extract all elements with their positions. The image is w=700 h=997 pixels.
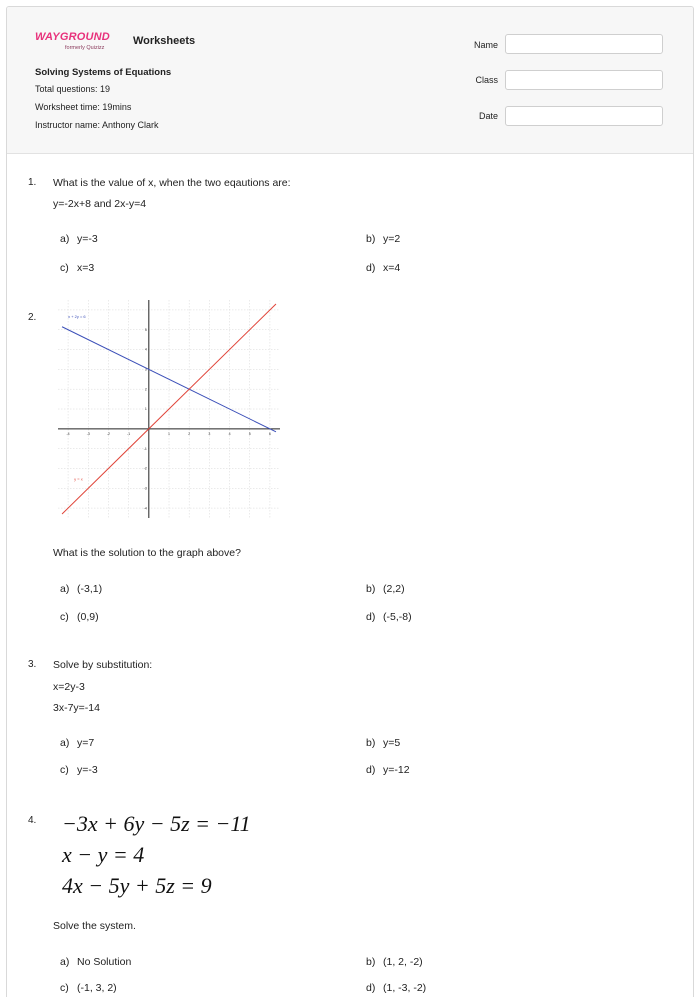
option-text: (2,2)	[383, 583, 405, 595]
x-tick-label: 2	[188, 431, 191, 436]
wayground-logo	[35, 31, 127, 57]
option-text: x=3	[77, 262, 95, 274]
option-text: No Solution	[77, 956, 132, 968]
product-name: Worksheets	[133, 35, 196, 47]
option-text: y=-3	[77, 764, 98, 776]
equation: 4x − 5y + 5z = 9	[62, 873, 212, 898]
option-text: y=-3	[77, 233, 98, 245]
option-text: (1, -3, -2)	[383, 982, 427, 994]
y-tick-label: 2	[144, 387, 147, 392]
name-label: Name	[473, 40, 498, 50]
option-label: c)	[60, 262, 69, 274]
question-text: y=-2x+8 and 2x-y=4	[53, 198, 147, 210]
x-tick-label: 1	[168, 431, 170, 436]
option-c[interactable]	[60, 982, 117, 994]
option-text: (0,9)	[77, 611, 99, 623]
option-label: b)	[366, 233, 376, 245]
question-number: 4.	[28, 815, 37, 826]
x-tick-label: 4	[228, 431, 231, 436]
worksheet-header	[7, 7, 693, 154]
x-tick-label: -2	[106, 431, 111, 436]
option-label: a)	[60, 737, 70, 749]
option-label: b)	[366, 583, 376, 595]
y-tick-label: -4	[143, 506, 147, 511]
option-label: b)	[366, 956, 376, 968]
name-field[interactable]	[505, 34, 663, 54]
option-b[interactable]	[366, 737, 400, 749]
question-number: 2.	[28, 312, 37, 323]
date-label: Date	[478, 111, 498, 121]
graph-tick-labels	[67, 328, 271, 510]
question-text: What is the value of x, when the two eqautions are:	[53, 177, 291, 189]
option-text: (-3,1)	[77, 583, 103, 595]
option-label: c)	[60, 764, 69, 776]
option-d[interactable]	[366, 262, 400, 274]
option-b[interactable]	[366, 583, 405, 595]
x-tick-label: -1	[127, 431, 131, 436]
option-d[interactable]	[366, 611, 412, 623]
equation: −3x + 6y − 5z = −11	[62, 811, 251, 836]
option-text: (-5,-8)	[383, 611, 412, 623]
worksheet-title: Solving Systems of Equations	[35, 67, 172, 78]
option-label: d)	[366, 764, 376, 776]
date-field[interactable]	[505, 106, 663, 126]
option-label: d)	[366, 982, 376, 994]
option-label: d)	[366, 262, 376, 274]
question-text: Solve by substitution:	[53, 659, 153, 671]
linear-system-graph	[53, 296, 285, 522]
question-number: 1.	[28, 177, 37, 188]
option-d[interactable]	[366, 982, 426, 994]
x-tick-label: 5	[248, 431, 251, 436]
y-tick-label: -2	[143, 466, 147, 471]
option-b[interactable]	[366, 956, 423, 968]
y-tick-label: 4	[144, 347, 147, 352]
worksheet-time: Worksheet time: 19mins	[35, 102, 132, 112]
x-tick-label: -4	[66, 431, 70, 436]
y-tick-label: 3	[144, 367, 147, 372]
option-text: y=-12	[383, 764, 410, 776]
x-tick-label: -3	[86, 431, 90, 436]
option-text: (-1, 3, 2)	[77, 982, 117, 994]
logo-text: WAYGROUND	[35, 31, 110, 43]
y-tick-label: 1	[144, 407, 147, 412]
option-a[interactable]	[60, 737, 94, 749]
option-label: a)	[60, 956, 70, 968]
option-c[interactable]	[60, 764, 98, 776]
option-label: a)	[60, 583, 70, 595]
class-label: Class	[475, 75, 498, 85]
question-text: x=2y-3	[53, 681, 85, 693]
graph-line-red-label: y = x	[74, 476, 83, 482]
instructor-name: Instructor name: Anthony Clark	[35, 120, 159, 130]
option-d[interactable]	[366, 764, 410, 776]
option-text: (1, 2, -2)	[383, 956, 423, 968]
question-text: 3x-7y=-14	[53, 702, 100, 714]
class-field[interactable]	[505, 70, 663, 90]
option-a[interactable]	[60, 583, 102, 595]
y-tick-label: -1	[143, 446, 147, 451]
option-text: x=4	[383, 262, 401, 274]
option-text: y=2	[383, 233, 401, 245]
option-label: b)	[366, 737, 376, 749]
question-text: Solve the system.	[53, 920, 136, 932]
total-questions: Total questions: 19	[35, 84, 111, 94]
question-number: 3.	[28, 659, 37, 670]
y-tick-label: -3	[143, 486, 147, 491]
option-label: c)	[60, 611, 69, 623]
option-a[interactable]	[60, 233, 98, 245]
option-c[interactable]	[60, 262, 94, 274]
option-label: c)	[60, 982, 69, 994]
option-c[interactable]	[60, 611, 99, 623]
logo-subtext: formerly Quizizz	[65, 45, 105, 51]
option-label: d)	[366, 611, 376, 623]
option-label: a)	[60, 233, 70, 245]
option-b[interactable]	[366, 233, 400, 245]
x-tick-label: 6	[268, 431, 271, 436]
option-a[interactable]	[60, 956, 131, 968]
option-text: y=7	[77, 737, 95, 749]
graph-line-blue-label: x + 2y = 6	[68, 313, 86, 319]
option-text: y=5	[383, 737, 401, 749]
y-tick-label: 5	[144, 327, 147, 332]
x-tick-label: 3	[208, 431, 211, 436]
question-text: What is the solution to the graph above?	[53, 547, 241, 559]
equation: x − y = 4	[62, 842, 145, 867]
